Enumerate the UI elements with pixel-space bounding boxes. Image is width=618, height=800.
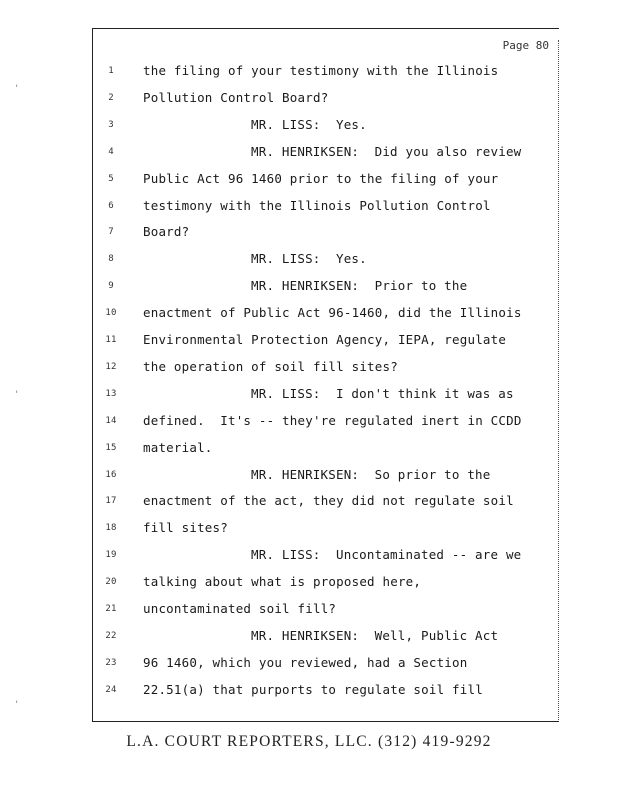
line-number: 18 [105, 523, 117, 534]
line-number: 2 [108, 92, 114, 103]
transcript-line [93, 386, 559, 402]
line-text: MR. LISS: Uncontaminated -- are we [251, 547, 522, 563]
line-text: 22.51(a) that purports to regulate soil fill [143, 681, 483, 697]
transcript-line [93, 547, 559, 563]
line-number: 9 [108, 281, 114, 292]
line-number: 17 [105, 496, 117, 507]
line-text: Environmental Protection Agency, IEPA, regulate [143, 332, 507, 347]
line-number: 22 [105, 630, 117, 641]
margin-mark: ' [14, 700, 20, 710]
transcript-line [93, 278, 559, 294]
line-text: MR. LISS: Yes. [251, 251, 367, 267]
line-number: 10 [105, 308, 117, 319]
line-text: enactment of the act, they did not regulate soil [143, 493, 514, 509]
line-number: 6 [108, 200, 114, 211]
margin-mark: ' [14, 84, 20, 94]
footer-reporter-info: L.A. COURT REPORTERS, LLC. (312) 419-9292 [126, 733, 492, 750]
line-number: 21 [105, 604, 117, 614]
line-text: defined. It's -- they're regulated inert in CCDD [143, 412, 522, 428]
line-text: the operation of soil fill sites? [143, 358, 398, 374]
transcript-line [93, 359, 559, 375]
line-text: MR. HENRIKSEN: Did you also review [251, 143, 522, 159]
line-number: 4 [108, 146, 114, 157]
transcript-line [93, 63, 559, 79]
line-text: Board? [143, 224, 190, 240]
line-text: MR. HENRIKSEN: Well, Public Act [251, 627, 499, 643]
transcript-line [93, 493, 559, 509]
line-text: fill sites? [143, 520, 228, 536]
line-text: MR. HENRIKSEN: So prior to the [251, 466, 491, 482]
transcript-line [93, 305, 559, 321]
line-text: uncontaminated soil fill? [143, 601, 337, 616]
transcript-line [93, 467, 559, 483]
transcript-line [93, 440, 559, 456]
line-text: MR. HENRIKSEN: Prior to the [251, 278, 468, 294]
line-text: talking about what is proposed here, [143, 574, 422, 590]
line-number: 23 [105, 657, 117, 668]
transcript-line [93, 171, 559, 187]
line-number: 24 [105, 684, 117, 695]
transcript-page [92, 28, 559, 722]
line-number: 13 [105, 388, 117, 399]
line-number: 20 [105, 577, 117, 588]
transcript-line [93, 144, 559, 160]
page-right-edge [558, 40, 559, 720]
line-text: Pollution Control Board? [143, 89, 329, 105]
transcript-line [93, 224, 559, 240]
line-number: 1 [108, 66, 114, 76]
line-number: 14 [105, 415, 117, 426]
line-number: 16 [105, 469, 117, 480]
line-text: material. [143, 439, 213, 455]
margin-mark: ' [14, 390, 20, 400]
transcript-line [93, 117, 559, 133]
line-text: MR. LISS: I don't think it was as [251, 385, 514, 401]
transcript-line [93, 601, 559, 617]
transcript-line [93, 655, 559, 671]
line-number: 19 [105, 550, 117, 561]
transcript-line [93, 682, 559, 698]
line-text: 96 1460, which you reviewed, had a Section [143, 654, 468, 670]
transcript-line [93, 332, 559, 348]
page-number-label: Page 80 [502, 39, 549, 52]
line-number: 3 [108, 119, 114, 130]
transcript-line [93, 251, 559, 267]
line-text: MR. LISS: Yes. [251, 116, 367, 132]
line-text: the filing of your testimony with the Illinois [143, 63, 499, 78]
line-number: 8 [108, 254, 114, 265]
line-text: enactment of Public Act 96-1460, did the Illinois [143, 305, 522, 321]
transcript-line [93, 198, 559, 214]
line-number: 15 [105, 442, 117, 453]
transcript-line [93, 520, 559, 536]
line-number: 5 [108, 173, 114, 184]
line-number: 7 [108, 227, 114, 238]
transcript-line [93, 90, 559, 106]
transcript-line [93, 413, 559, 429]
transcript-line [93, 628, 559, 644]
line-number: 11 [105, 335, 117, 345]
transcript-line [93, 574, 559, 590]
line-text: testimony with the Illinois Pollution Control [143, 197, 491, 213]
line-number: 12 [105, 361, 117, 372]
line-text: Public Act 96 1460 prior to the filing of your [143, 170, 499, 186]
